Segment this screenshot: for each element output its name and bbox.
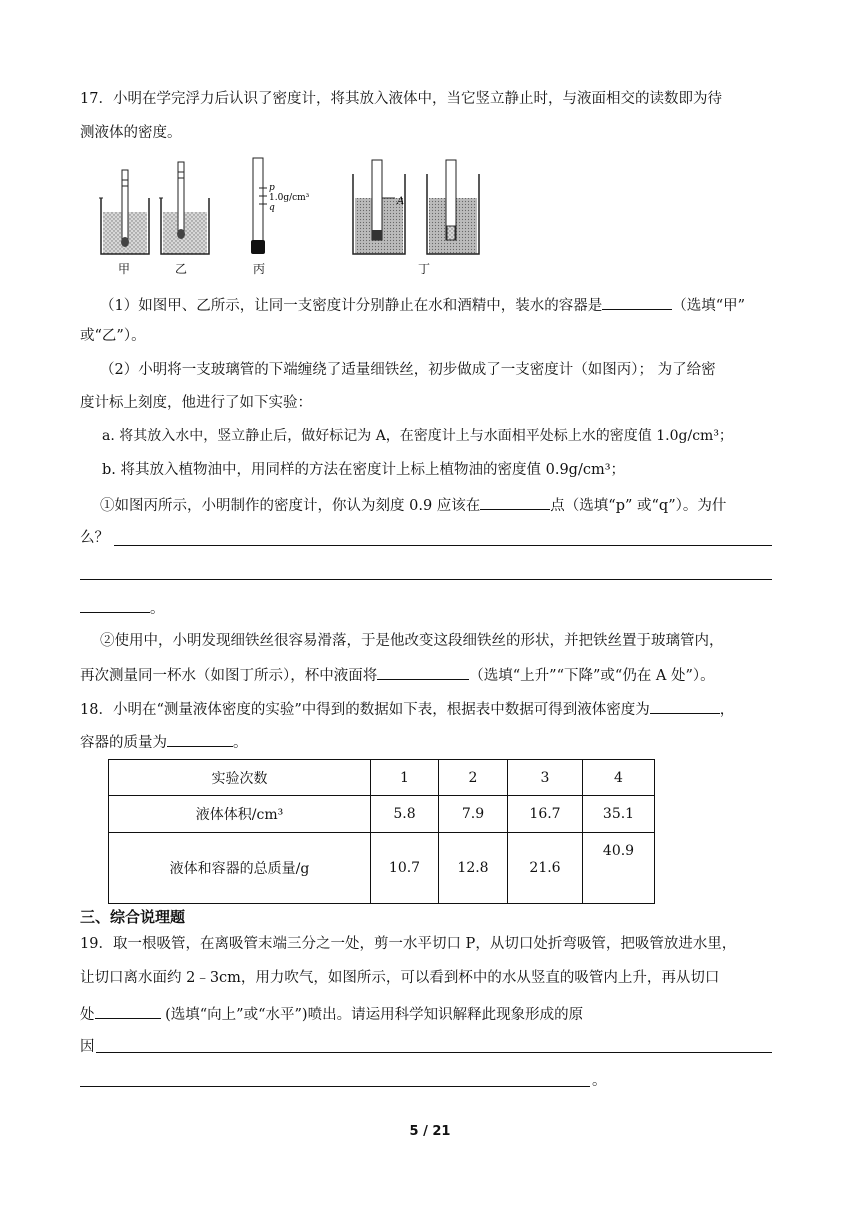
answer-blank[interactable] [602, 293, 672, 310]
q17-sub1-line4: 。 [80, 596, 165, 620]
answer-blank[interactable] [480, 493, 550, 510]
answer-line[interactable] [96, 1052, 772, 1053]
table-cell: 2 [439, 760, 508, 796]
answer-blank[interactable] [377, 663, 469, 680]
label-a: A [397, 196, 405, 207]
q17-step-a: a. 将其放入水中，竖立静止后，做好标记为 A，在密度计上与水面相平处标上水的密度值 1.0g/cm³； [102, 428, 733, 444]
table-cell: 4 [583, 760, 655, 796]
label-1g: 1.0g/cm³ [269, 193, 310, 203]
table-cell: 液体和容器的总质量/g [109, 833, 371, 904]
table-cell: 12.8 [439, 833, 508, 904]
label-p: p [269, 183, 275, 193]
q18-line1: 18．小明在“测量液体密度的实验”中得到的数据如下表，根据表中数据可得到液体密度为 ， [80, 697, 734, 721]
table-row [109, 833, 655, 904]
answer-blank[interactable] [650, 697, 720, 714]
table-cell: 40.9 [583, 833, 655, 904]
table-row [109, 760, 655, 796]
answer-line[interactable] [80, 579, 772, 580]
label-bing: 丙 [253, 262, 266, 276]
q17-sub2-line1: ②使用中，小明发现细铁丝很容易滑落，于是他改变这段细铁丝的形状，并把铁丝置于玻璃管内， [100, 633, 724, 649]
table-cell: 35.1 [583, 796, 655, 833]
q17-line2: 测液体的密度。 [80, 125, 182, 141]
data-table [108, 759, 655, 904]
label-q: q [269, 203, 275, 213]
beaker-jia [99, 170, 149, 254]
q17-part1-line1: （1）如图甲、乙所示，让同一支密度计分别静止在水和酒精中，装水的容器是 （选填“甲” [100, 293, 745, 317]
label-jia: 甲 [118, 262, 131, 276]
q17-sub2-line2: 再次测量同一杯水（如图丁所示），杯中液面将 （选填“上升”“下降”或“仍在 A 处”）。 [80, 663, 715, 687]
beakers-ding [353, 160, 479, 254]
table-cell: 16.7 [508, 796, 583, 833]
answer-line[interactable] [114, 545, 772, 546]
q19-line3: 处 (选填“向上”或“水平”)喷出。请运用科学知识解释此现象形成的原 [80, 1002, 583, 1026]
answer-line[interactable] [80, 1086, 590, 1087]
section-heading: 三、综合说理题 [80, 908, 186, 926]
answer-blank[interactable] [167, 730, 233, 747]
density-meter-figure [95, 152, 495, 280]
table-cell: 液体体积/cm³ [109, 796, 371, 833]
q17-part2-line1: （2）小明将一支玻璃管的下端缠绕了适量细铁丝，初步做成了一支密度计（如图丙）； 为了给密 [100, 362, 716, 378]
table-cell: 21.6 [508, 833, 583, 904]
q17-step-b: b. 将其放入植物油中，用同样的方法在密度计上标上植物油的密度值 0.9g/cm³； [102, 462, 626, 478]
table-cell: 1 [371, 760, 439, 796]
q19-line1: 19．取一根吸管，在离吸管末端三分之一处，剪一水平切口 P，从切口处折弯吸管，把吸管放进水里， [80, 936, 737, 952]
q17-sub1-line2: 么？ [80, 530, 109, 546]
beaker-yi [159, 162, 209, 254]
table-cell: 7.9 [439, 796, 508, 833]
label-ding: 丁 [418, 262, 431, 276]
q19-line4: 因 [80, 1039, 95, 1055]
tube-bing [251, 158, 310, 254]
q17-part2-line2: 度计标上刻度，他进行了如下实验： [80, 395, 312, 411]
q17-part1-line2: 或“乙”）。 [80, 328, 146, 344]
table-cell: 5.8 [371, 796, 439, 833]
label-yi: 乙 [175, 262, 188, 276]
table-cell: 实验次数 [109, 760, 371, 796]
q19-line2: 让切口离水面约 2﹣3cm，用力吹气，如图所示，可以看到杯中的水从竖直的吸管内上升，再从切口 [80, 970, 720, 986]
table-cell: 3 [508, 760, 583, 796]
answer-blank[interactable] [80, 596, 150, 613]
q17-line1: 17．小明在学完浮力后认识了密度计，将其放入液体中，当它竖立静止时，与液面相交的读数即为待 [80, 91, 722, 107]
table-row [109, 796, 655, 833]
q18-line2: 容器的质量为 。 [80, 730, 248, 754]
table-cell: 10.7 [371, 833, 439, 904]
q19-end: 。 [592, 1073, 607, 1089]
answer-blank[interactable] [95, 1002, 161, 1019]
q17-sub1-line1: ①如图丙所示，小明制作的密度计，你认为刻度 0.9 应该在 点（选填“p” 或“q”）。为什 [100, 493, 726, 517]
page-number: 5 / 21 [409, 1124, 451, 1139]
